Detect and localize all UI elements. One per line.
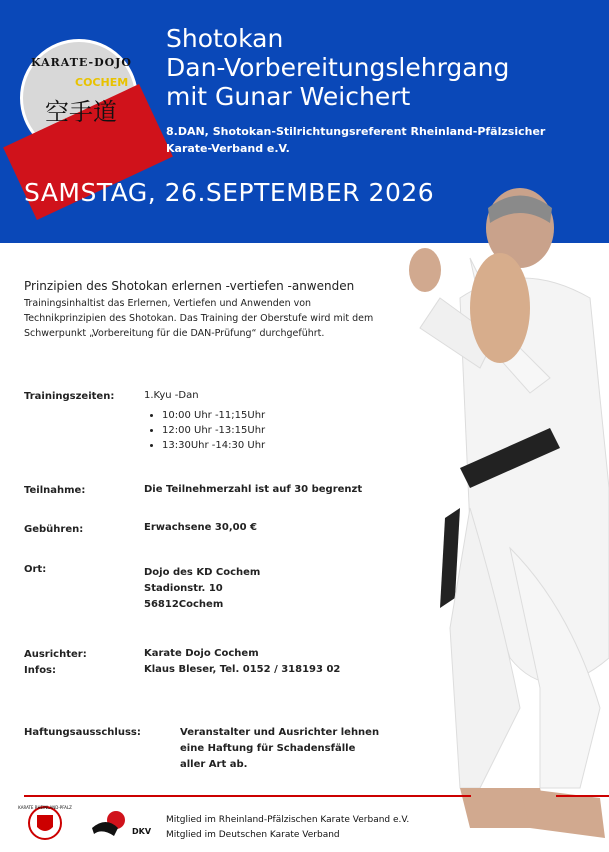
footer-membership	[166, 813, 409, 843]
teilnahme-value: Die Teilnehmerzahl ist auf 30 begrenzt	[144, 484, 363, 495]
karate-dojo-cochem-logo	[20, 39, 138, 157]
infos-value: Klaus Bleser, Tel. 0152 / 318193 02	[144, 664, 341, 675]
ort-address	[144, 565, 260, 613]
title-line-2: Dan-Vorbereitungslehrgang	[166, 53, 510, 82]
dkv-logo-text: DKV	[132, 827, 152, 836]
haftungsausschluss-label: Haftungsausschluss:	[24, 727, 141, 738]
trainingszeiten-label: Trainingszeiten:	[24, 391, 115, 402]
footer-divider	[24, 795, 471, 797]
footer-line: Mitglied im Deutschen Karate Verband	[166, 830, 340, 840]
training-times-list	[148, 408, 265, 453]
ort-line: Stadionstr. 10	[144, 583, 223, 594]
karateka-kicking-illustration	[400, 188, 609, 852]
event-date	[24, 178, 434, 207]
event-title	[166, 24, 509, 111]
logo-accent-text: COCHEM	[75, 76, 129, 89]
haftung-line: aller Art ab.	[180, 759, 248, 770]
training-time-item: • 10:00 Uhr -11;15Uhr	[162, 408, 265, 423]
logo-kanji: 空手道	[45, 98, 117, 126]
rheinland-pfalz-karate-logo	[18, 803, 72, 841]
ausrichter-value: Karate Dojo Cochem	[144, 648, 259, 659]
gebuehren-label: Gebühren:	[24, 524, 84, 535]
trainingszeiten-group: 1.Kyu -Dan	[144, 390, 199, 401]
title-line-1: Shotokan	[166, 24, 284, 53]
footer-divider	[556, 795, 609, 797]
teilnahme-label: Teilnahme:	[24, 485, 86, 496]
footer-line: Mitglied im Rheinland-Pfälzischen Karate Verband e.V.	[166, 815, 410, 825]
title-line-3: mit Gunar Weichert	[166, 82, 411, 111]
training-time-item: • 12:00 Uhr -13:15Uhr	[162, 423, 265, 438]
intro-heading: Prinzipien des Shotokan erlernen -vertiefen -anwenden	[24, 279, 355, 293]
haftung-line: Veranstalter und Ausrichter lehnen	[180, 727, 380, 738]
haftung-line: eine Haftung für Schadensfälle	[180, 743, 356, 754]
ort-line: Dojo des KD Cochem	[144, 567, 261, 578]
haftungsausschluss-text	[180, 725, 379, 773]
logo-text: KARATE-DOJO	[31, 56, 132, 69]
rlp-logo-text: KARATE RHEINLAND-PFALZ	[18, 805, 72, 810]
infos-label: Infos:	[24, 665, 57, 676]
ort-label: Ort:	[24, 564, 47, 575]
dkv-logo	[88, 808, 152, 840]
training-time-item: • 13:30Uhr -14:30 Uhr	[162, 438, 265, 453]
intro-paragraph: Trainingsinhaltist das Erlernen, Vertiefen und Anwenden von Technikprinzipien des Shotokan. Das Training der Oberstufe wird mit dem Schwerpunkt „Vorbereitung für die DAN-Prüfung“ durchgeführt.	[24, 298, 374, 339]
gebuehren-value: Erwachsene 30,00 €	[144, 522, 257, 533]
ausrichter-label: Ausrichter:	[24, 649, 87, 660]
event-date-text: SAMSTAG, 26.SEPTEMBER 2026	[24, 178, 435, 207]
ort-line: 56812Cochem	[144, 599, 224, 610]
instructor-subtitle: 8.DAN, Shotokan-Stilrichtungsreferent Rheinland-Pfälzsicher Karate-Verband e.V.	[166, 125, 546, 155]
